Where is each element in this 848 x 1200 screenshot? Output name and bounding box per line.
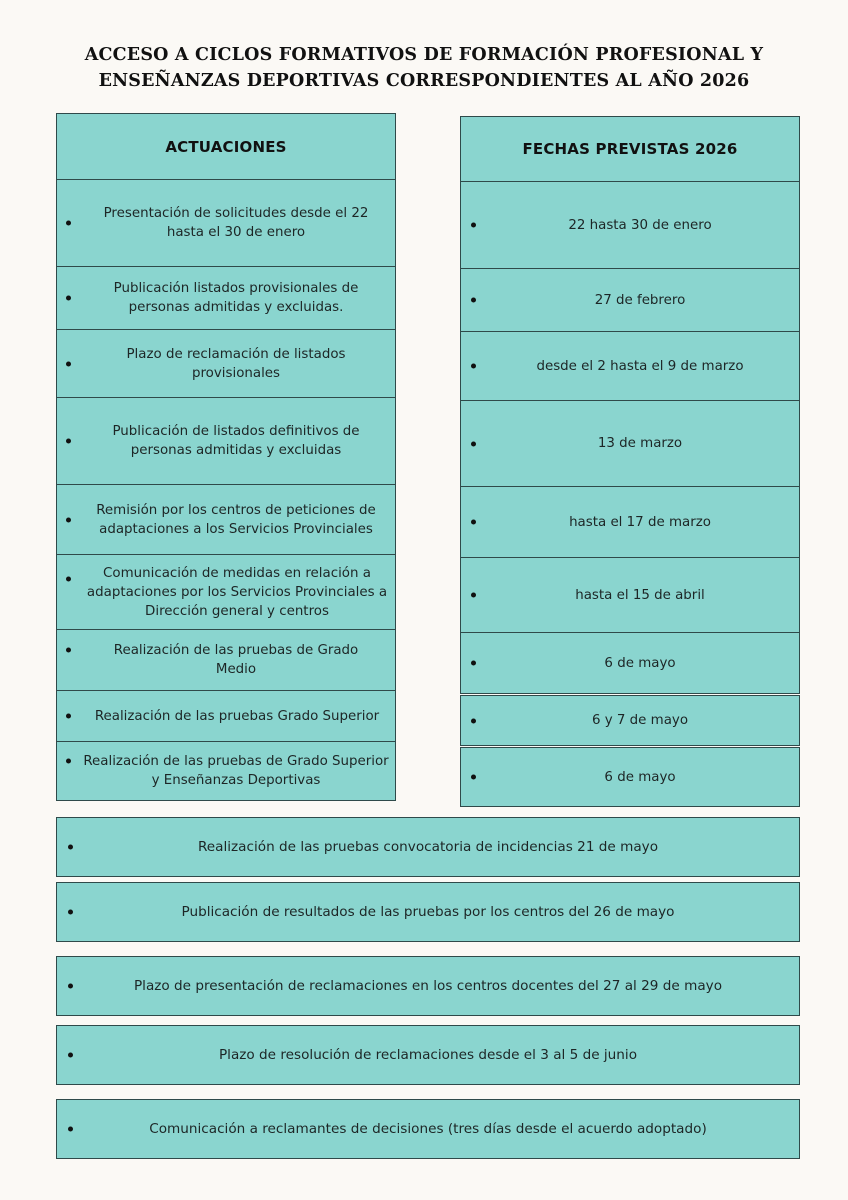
- bullet-icon: [471, 298, 476, 303]
- actuaciones-header-label: ACTUACIONES: [165, 137, 287, 156]
- bullet-icon: [68, 845, 73, 850]
- actuacion-text: Realización de las pruebas de Grado Medio: [113, 643, 359, 677]
- title-line-2: ENSEÑANZAS DEPORTIVAS CORRESPONDIENTES AL AÑO 2026: [98, 71, 750, 91]
- full-width-item: [56, 1025, 800, 1085]
- bullet-icon: [66, 647, 71, 652]
- fecha-text: hasta el 15 de abril: [575, 587, 705, 603]
- actuacion-text: Realización de las pruebas de Grado Superior y Enseñanzas Deportivas: [83, 754, 389, 788]
- actuacion-row: [56, 484, 396, 555]
- bullet-icon: [66, 517, 71, 522]
- actuacion-row: [56, 329, 396, 398]
- bullet-icon: [68, 1127, 73, 1132]
- fecha-text: 6 de mayo: [604, 769, 676, 785]
- fecha-text: hasta el 17 de marzo: [569, 514, 711, 530]
- fecha-row: [460, 268, 800, 332]
- full-width-text: Plazo de resolución de reclamaciones desde el 3 al 5 de junio: [218, 1046, 638, 1063]
- full-width-item: [56, 817, 800, 877]
- title-line-1: ACCESO A CICLOS FORMATIVOS DE FORMACIÓN PROFESIONAL Y: [84, 45, 764, 65]
- fecha-row: [460, 181, 800, 269]
- full-width-text: Publicación de resultados de las pruebas por los centros del 26 de mayo: [181, 903, 675, 920]
- full-width-item: [56, 882, 800, 942]
- bullet-icon: [66, 576, 71, 581]
- actuacion-row: [56, 397, 396, 485]
- bullet-icon: [68, 984, 73, 989]
- actuacion-text: Presentación de solicitudes desde el 22 hasta el 30 de enero: [103, 206, 369, 240]
- fechas-header-label: FECHAS PREVISTAS 2026: [522, 140, 738, 158]
- fecha-row: [460, 695, 800, 746]
- fecha-row: [460, 331, 800, 401]
- actuacion-text: Remisión por los centros de peticiones de adaptaciones a los Servicios Provinciales: [96, 502, 376, 537]
- full-width-item: [56, 956, 800, 1016]
- full-width-text: Plazo de presentación de reclamaciones en los centros docentes del 27 al 29 de mayo: [133, 977, 723, 994]
- bullet-icon: [66, 296, 71, 301]
- full-width-text: Comunicación a reclamantes de decisiones (tres días desde el acuerdo adoptado): [149, 1120, 707, 1137]
- fecha-text: 22 hasta 30 de enero: [568, 217, 712, 233]
- actuacion-row: [56, 554, 396, 630]
- bullet-icon: [471, 718, 476, 723]
- bullet-icon: [471, 593, 476, 598]
- fecha-text: 6 de mayo: [604, 655, 676, 671]
- bullet-icon: [66, 439, 71, 444]
- full-width-item: [56, 1099, 800, 1159]
- actuacion-row: [56, 266, 396, 330]
- full-width-text: Realización de las pruebas convocatoria de incidencias 21 de mayo: [197, 838, 659, 855]
- actuaciones-header: [56, 113, 396, 180]
- bullet-icon: [66, 221, 71, 226]
- actuacion-text: Publicación listados provisionales de personas admitidas y excluidas.: [113, 281, 359, 315]
- fecha-text: 6 y 7 de mayo: [591, 713, 689, 728]
- actuacion-text: Comunicación de medidas en relación a adaptaciones por los Servicios Provinciales a Dirección general y centros: [86, 565, 388, 619]
- actuacion-text: Realización de las pruebas Grado Superior: [94, 708, 380, 724]
- actuacion-row: [56, 741, 396, 801]
- fecha-text: 13 de marzo: [597, 436, 683, 451]
- actuacion-row: [56, 690, 396, 742]
- bullet-icon: [471, 223, 476, 228]
- bullet-icon: [66, 759, 71, 764]
- actuacion-text: Publicación de listados definitivos de personas admitidas y excluidas: [112, 424, 360, 458]
- fecha-row: [460, 557, 800, 633]
- fecha-text: 27 de febrero: [594, 292, 686, 308]
- fecha-row: [460, 632, 800, 694]
- fechas-header: [460, 116, 800, 182]
- bullet-icon: [68, 1053, 73, 1058]
- actuacion-row: [56, 629, 396, 691]
- bullet-icon: [471, 775, 476, 780]
- fecha-text: desde el 2 hasta el 9 de marzo: [536, 358, 744, 374]
- actuacion-row: [56, 179, 396, 267]
- bullet-icon: [471, 441, 476, 446]
- bullet-icon: [471, 364, 476, 369]
- bullet-icon: [471, 520, 476, 525]
- bullet-icon: [66, 361, 71, 366]
- fecha-row: [460, 486, 800, 558]
- fecha-row: [460, 747, 800, 807]
- bullet-icon: [68, 910, 73, 915]
- bullet-icon: [471, 661, 476, 666]
- page-title: [0, 42, 848, 94]
- fecha-row: [460, 400, 800, 487]
- bullet-icon: [66, 714, 71, 719]
- actuacion-text: Plazo de reclamación de listados provisionales: [126, 346, 346, 381]
